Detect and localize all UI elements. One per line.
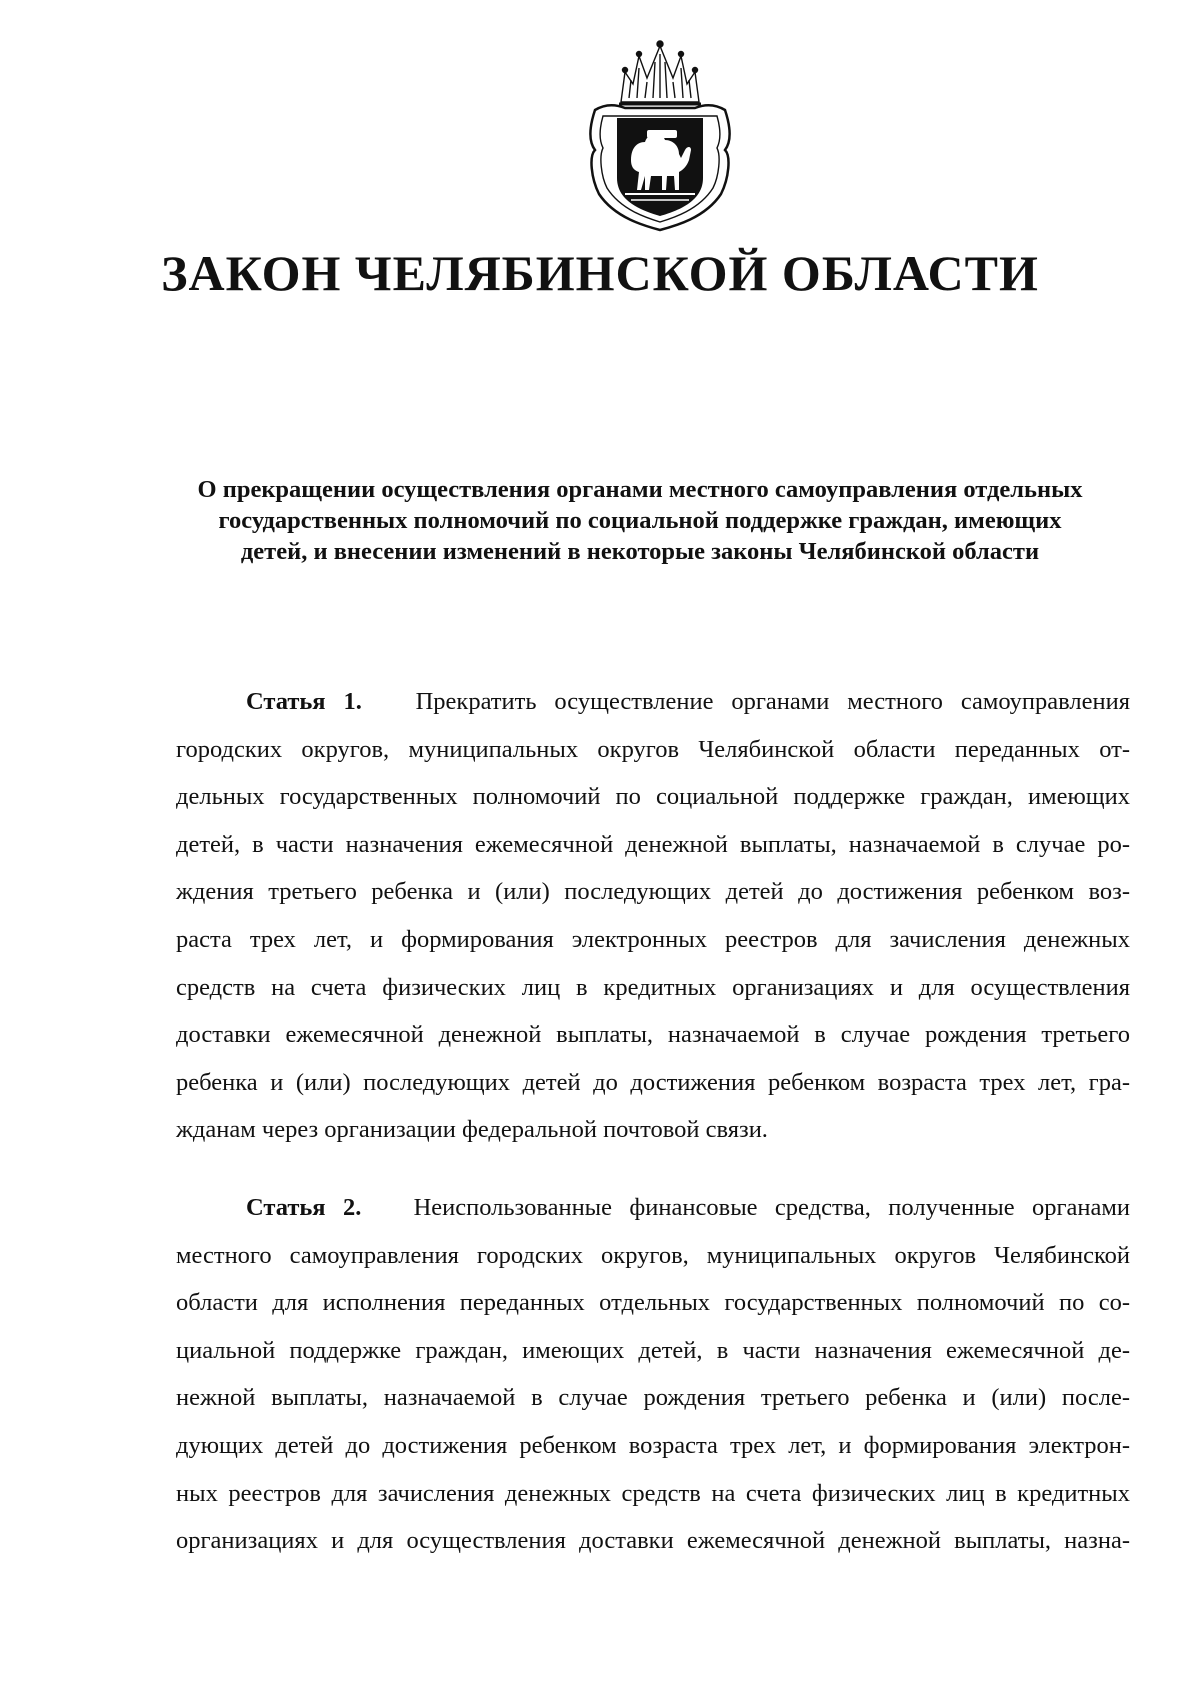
subject-line: О прекращении осуществления органами местного самоуправления отдельных [197, 476, 1083, 503]
article-line: раста трех лет, и формирования электронных реестров для зачисления денежных [176, 925, 1130, 953]
article-1 [176, 678, 1130, 1154]
article-line: организациях и для осуществления доставки ежемесячной денежной выплаты, назна- [176, 1527, 1130, 1555]
article-line: циальной поддержке граждан, имеющих детей, в части назначения ежемесячной де- [176, 1336, 1130, 1364]
document-title: ЗАКОН ЧЕЛЯБИНСКОЙ ОБЛАСТИ [161, 245, 1039, 301]
article-text: Неиспользованные финансовые средства, полученные органами [413, 1194, 1130, 1221]
article-line: средств на счета физических лиц в кредитных организациях и для осуществления [176, 973, 1130, 1001]
article-line: дельных государственных полномочий по социальной поддержке граждан, имеющих [176, 783, 1130, 811]
article-line: ждения третьего ребенка и (или) последующих детей до достижения ребенком воз- [176, 878, 1130, 906]
document-subject [150, 474, 1130, 567]
article-line [176, 1184, 1130, 1232]
article-line: ребенка и (или) последующих детей до достижения ребенком возраста трех лет, гра- [176, 1068, 1130, 1096]
coat-of-arms-icon [585, 38, 735, 232]
article-line: местного самоуправления городских округов, муниципальных округов Челябинской [176, 1241, 1130, 1269]
article-line: дующих детей до достижения ребенком возраста трех лет, и формирования электрон- [176, 1431, 1130, 1459]
article-line: детей, в части назначения ежемесячной денежной выплаты, назначаемой в случае ро- [176, 830, 1130, 858]
article-line: нежной выплаты, назначаемой в случае рождения третьего ребенка и (или) после- [176, 1384, 1130, 1412]
article-line: доставки ежемесячной денежной выплаты, назначаемой в случае рождения третьего [176, 1021, 1130, 1049]
subject-line: детей, и внесении изменений в некоторые законы Челябинской области [240, 538, 1040, 565]
article-line: области для исполнения переданных отдельных государственных полномочий по со- [176, 1289, 1130, 1317]
subject-line: государственных полномочий по социальной поддержке граждан, имеющих [218, 507, 1062, 534]
article-text: Прекратить осуществление органами местного самоуправления [415, 688, 1131, 715]
article-2 [176, 1184, 1130, 1565]
article-label: Статья 1. [246, 688, 362, 715]
article-line [176, 678, 1130, 726]
article-line: жданам через организации федеральной почтовой связи. [176, 1116, 768, 1144]
article-label: Статья 2. [246, 1194, 362, 1221]
article-line: ных реестров для зачисления денежных средств на счета физических лиц в кредитных [176, 1479, 1130, 1507]
article-line: городских округов, муниципальных округов Челябинской области переданных от- [176, 735, 1130, 763]
